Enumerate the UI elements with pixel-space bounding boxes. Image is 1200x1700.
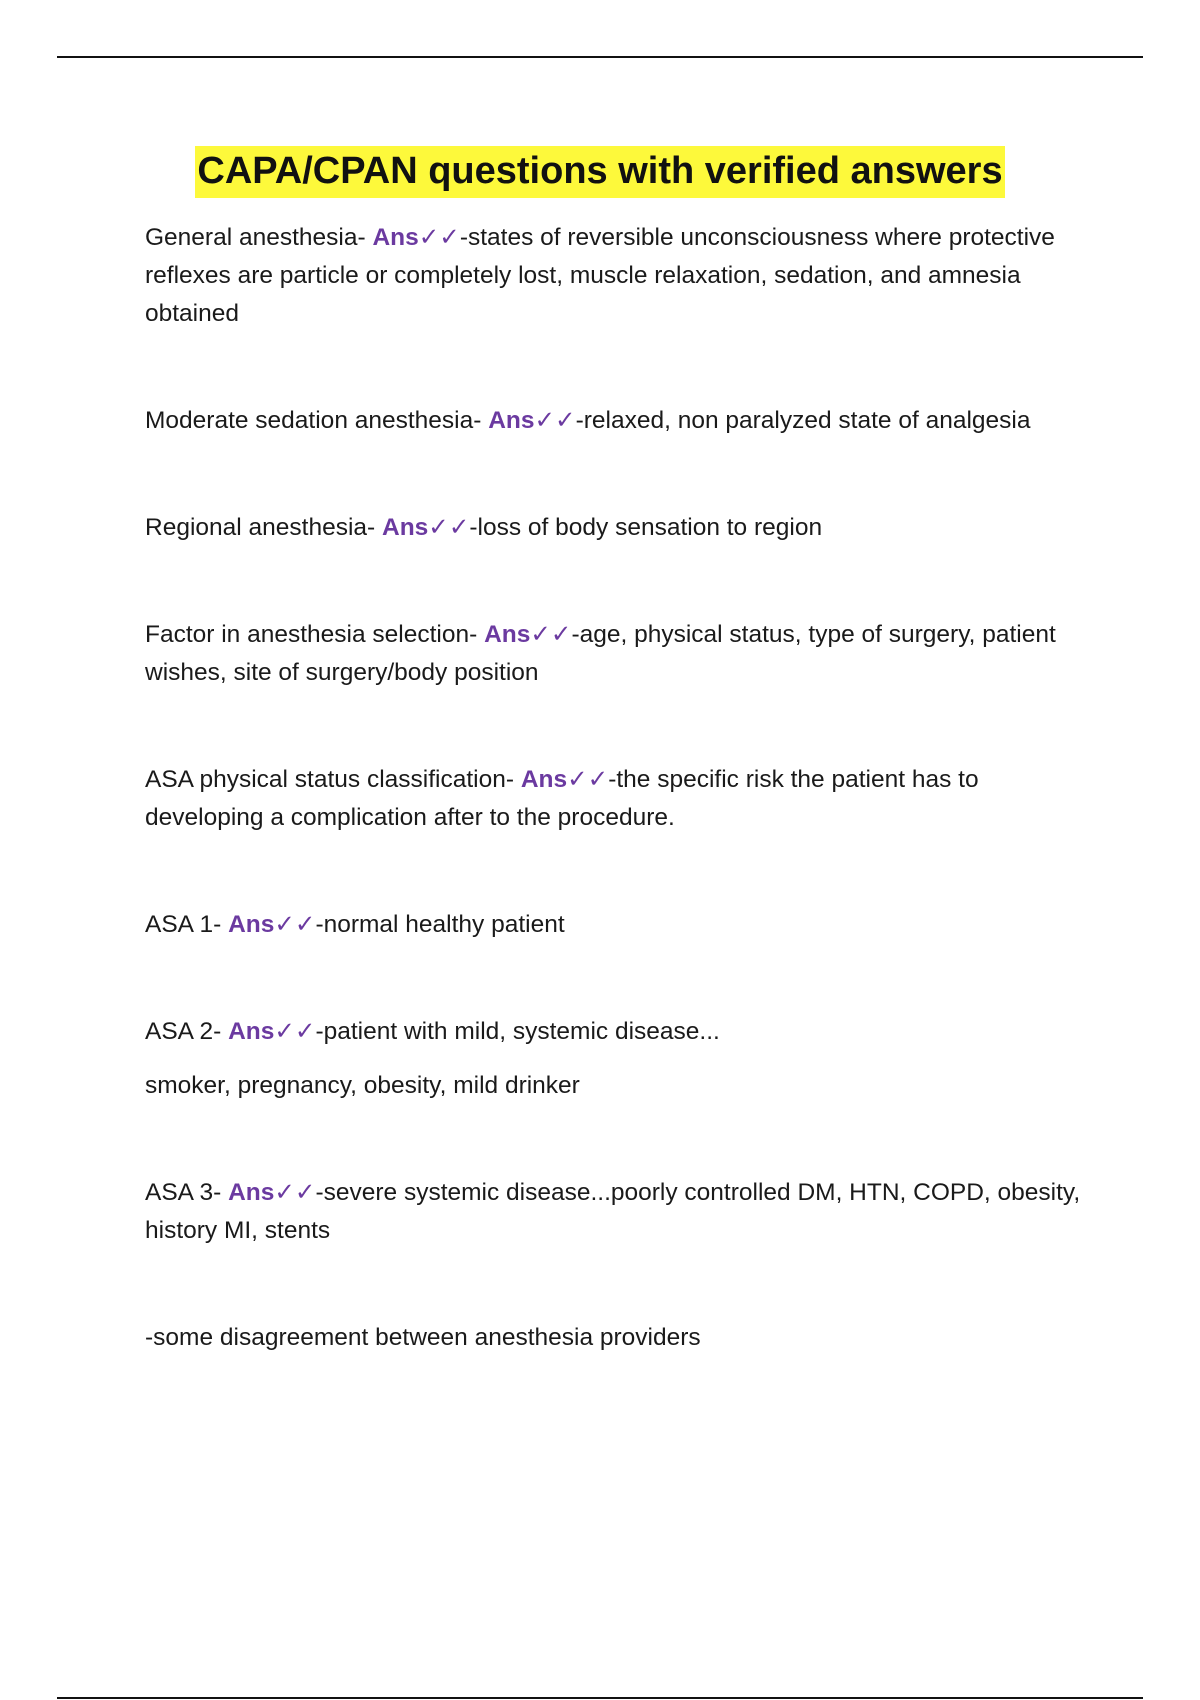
qa-entry bbox=[145, 906, 1090, 944]
qa-answer: -severe systemic disease...poorly controlled DM, HTN, COPD, obesity, history MI, stents bbox=[145, 1179, 1081, 1244]
ans-marker: Ans bbox=[372, 224, 419, 251]
qa-answer: -normal healthy patient bbox=[315, 911, 565, 938]
qa-term: ASA 1- bbox=[145, 911, 229, 938]
qa-extra: smoker, pregnancy, obesity, mild drinker bbox=[145, 1072, 580, 1099]
bottom-rule bbox=[57, 1697, 1143, 1699]
ans-marker: Ans bbox=[228, 1179, 275, 1206]
qa-term: Moderate sedation anesthesia- bbox=[145, 407, 489, 434]
check-icon: ✓✓ bbox=[274, 911, 316, 938]
qa-term: ASA 2- bbox=[145, 1018, 229, 1045]
qa-term: Factor in anesthesia selection- bbox=[145, 621, 485, 648]
check-icon: ✓✓ bbox=[418, 224, 460, 251]
qa-entry bbox=[145, 1174, 1090, 1250]
qa-term: General anesthesia- bbox=[145, 224, 373, 251]
qa-term: Regional anesthesia- bbox=[145, 514, 382, 541]
ans-marker: Ans bbox=[228, 1018, 275, 1045]
ans-marker: Ans bbox=[228, 911, 275, 938]
ans-marker: Ans bbox=[488, 407, 535, 434]
qa-answer: -patient with mild, systemic disease... bbox=[315, 1018, 720, 1045]
qa-entry bbox=[145, 402, 1090, 440]
qa-entry bbox=[145, 1013, 1090, 1105]
ans-marker: Ans bbox=[484, 621, 531, 648]
check-icon: ✓✓ bbox=[534, 407, 576, 434]
check-icon: ✓✓ bbox=[274, 1018, 316, 1045]
qa-term: ASA physical status classification- bbox=[145, 766, 521, 793]
qa-answer: -states of reversible unconsciousness where protective reflexes are particle or completely lost, muscle relaxation, sedation, and amnesia obtained bbox=[145, 224, 1055, 327]
trailing-note: -some disagreement between anesthesia providers bbox=[145, 1324, 701, 1351]
page-title: CAPA/CPAN questions with verified answers bbox=[195, 146, 1004, 198]
qa-entry bbox=[145, 616, 1090, 692]
qa-entry bbox=[145, 761, 1090, 837]
ans-marker: Ans bbox=[520, 766, 568, 793]
ans-marker: Ans bbox=[382, 514, 429, 541]
qa-entry bbox=[145, 219, 1090, 333]
qa-term: ASA 3- bbox=[145, 1179, 229, 1206]
check-icon: ✓✓ bbox=[274, 1179, 316, 1206]
qa-answer: -age, physical status, type of surgery, patient wishes, site of surgery/body position bbox=[145, 621, 1056, 686]
qa-answer: -relaxed, non paralyzed state of analgesia bbox=[575, 407, 1031, 434]
top-rule bbox=[57, 56, 1143, 58]
title-wrap bbox=[0, 146, 1200, 198]
check-icon: ✓✓ bbox=[530, 621, 572, 648]
check-icon: ✓✓ bbox=[428, 514, 470, 541]
qa-entry bbox=[145, 509, 1090, 547]
qa-answer: -loss of body sensation to region bbox=[469, 514, 823, 541]
qa-answer: -the specific risk the patient has to developing a complication after to the procedure. bbox=[145, 766, 979, 831]
qa-list bbox=[145, 219, 1090, 1426]
check-icon: ✓✓ bbox=[567, 766, 609, 793]
